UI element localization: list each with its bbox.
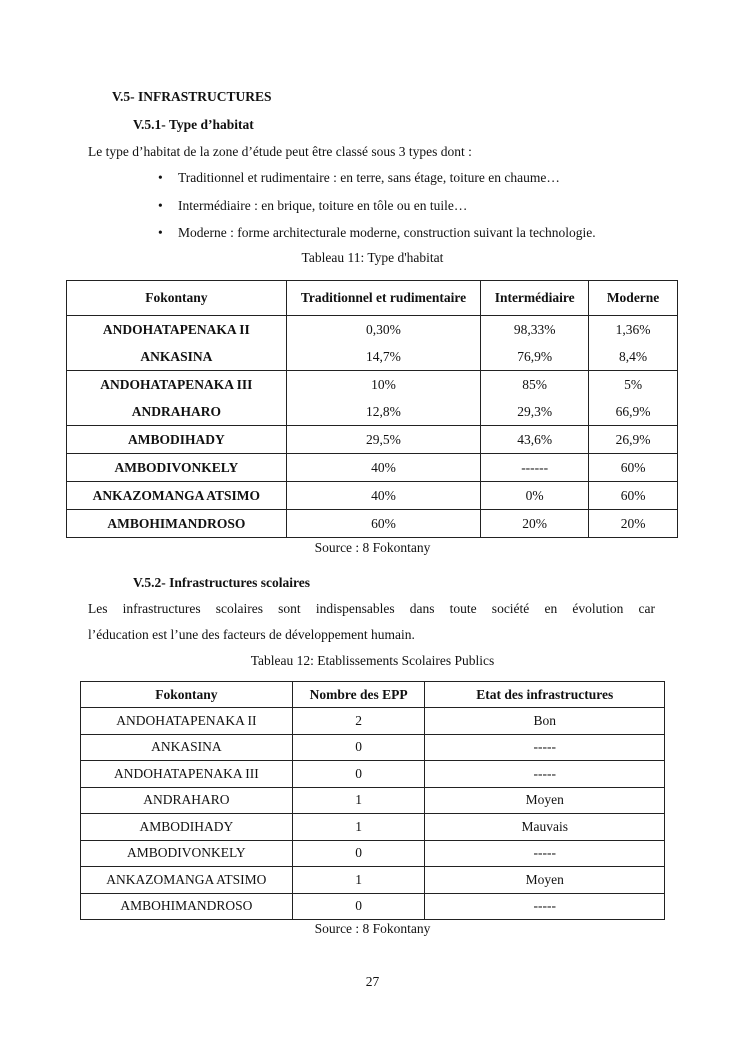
table-cell: 2 [292, 708, 425, 735]
table-row [67, 371, 678, 399]
table-cell: 0 [292, 761, 425, 788]
table-cell: ANDRAHARO [67, 398, 287, 426]
table-cell: Bon [425, 708, 665, 735]
schools-table [80, 681, 665, 920]
table-cell: Moyen [425, 867, 665, 894]
table-cell: 1 [292, 814, 425, 841]
table-row [81, 814, 665, 841]
habitat-table [66, 280, 678, 538]
section-title: V.5- INFRASTRUCTURES [112, 89, 272, 104]
table-row [81, 840, 665, 867]
table-cell: 26,9% [589, 426, 678, 454]
bullet-item: Intermédiaire : en brique, toiture en tôle ou en tuile… [178, 198, 468, 213]
page-number: 27 [365, 974, 380, 989]
table-row [67, 510, 678, 538]
table-caption: Tableau 12: Etablissements Scolaires Publics [250, 653, 495, 668]
column-header: Fokontany [81, 682, 293, 708]
table-cell: ANDRAHARO [81, 787, 293, 814]
table-cell: 40% [286, 482, 481, 510]
subsection-title-habitat: V.5.1- Type d’habitat [133, 117, 254, 132]
table-cell: ------ [481, 454, 589, 482]
table-row [67, 426, 678, 454]
table-cell: 5% [589, 371, 678, 399]
table-cell: ----- [425, 840, 665, 867]
column-header: Traditionnel et rudimentaire [286, 281, 481, 316]
table-cell: Moyen [425, 787, 665, 814]
table-cell: 40% [286, 454, 481, 482]
table-cell: 0 [292, 840, 425, 867]
table-row [67, 343, 678, 371]
table-cell: ----- [425, 734, 665, 761]
table-cell: 12,8% [286, 398, 481, 426]
table-cell: AMBODIVONKELY [67, 454, 287, 482]
table-cell: AMBOHIMANDROSO [67, 510, 287, 538]
table-cell: 29,5% [286, 426, 481, 454]
table-cell: ANKASINA [81, 734, 293, 761]
table-cell: 60% [286, 510, 481, 538]
table-row [81, 867, 665, 894]
table-cell: 60% [589, 454, 678, 482]
table-cell: 29,3% [481, 398, 589, 426]
table-row [67, 482, 678, 510]
table-header-row [81, 682, 665, 708]
table-row [81, 893, 665, 920]
table-header-row [67, 281, 678, 316]
subsection-title-scolaires: V.5.2- Infrastructures scolaires [133, 575, 310, 590]
table-source: Source : 8 Fokontany [314, 921, 431, 936]
paragraph-line: Les infrastructures scolaires sont indispensables dans toute société en évolution car [88, 601, 655, 616]
table-cell: 1,36% [589, 316, 678, 344]
table-cell: AMBODIHADY [67, 426, 287, 454]
table-cell: AMBODIHADY [81, 814, 293, 841]
column-header: Intermédiaire [481, 281, 589, 316]
table-cell: 98,33% [481, 316, 589, 344]
bullet-item: Traditionnel et rudimentaire : en terre, sans étage, toiture en chaume… [178, 170, 560, 185]
table-row [81, 761, 665, 788]
table-cell: ANDOHATAPENAKA III [81, 761, 293, 788]
table-row [81, 734, 665, 761]
column-header: Etat des infrastructures [425, 682, 665, 708]
table-cell: ANKASINA [67, 343, 287, 371]
bullet-icon: • [158, 170, 163, 185]
bullet-icon: • [158, 225, 163, 240]
table-cell: AMBOHIMANDROSO [81, 893, 293, 920]
bullet-item: Moderne : forme architecturale moderne, construction suivant la technologie. [178, 225, 596, 240]
table-cell: 8,4% [589, 343, 678, 371]
table-cell: AMBODIVONKELY [81, 840, 293, 867]
bullet-icon: • [158, 198, 163, 213]
paragraph-line: l’éducation est l’une des facteurs de développement humain. [88, 627, 415, 642]
table-cell: ANDOHATAPENAKA III [67, 371, 287, 399]
table-cell: 76,9% [481, 343, 589, 371]
table-cell: ANKAZOMANGA ATSIMO [81, 867, 293, 894]
table-row [81, 708, 665, 735]
table-cell: ----- [425, 761, 665, 788]
table-cell: 85% [481, 371, 589, 399]
table-row [67, 316, 678, 344]
table-cell: 60% [589, 482, 678, 510]
table-cell: ANDOHATAPENAKA II [67, 316, 287, 344]
table-cell: 0 [292, 893, 425, 920]
table-cell: ----- [425, 893, 665, 920]
intro-paragraph: Le type d’habitat de la zone d’étude peut être classé sous 3 types dont : [88, 144, 472, 159]
column-header: Moderne [589, 281, 678, 316]
table-cell: ANKAZOMANGA ATSIMO [67, 482, 287, 510]
table-cell: 10% [286, 371, 481, 399]
table-cell: 0% [481, 482, 589, 510]
table-cell: Mauvais [425, 814, 665, 841]
table-cell: ANDOHATAPENAKA II [81, 708, 293, 735]
table-cell: 1 [292, 867, 425, 894]
table-cell: 20% [589, 510, 678, 538]
table-row [67, 398, 678, 426]
table-source: Source : 8 Fokontany [314, 540, 431, 555]
table-cell: 43,6% [481, 426, 589, 454]
table-cell: 14,7% [286, 343, 481, 371]
table-row [67, 454, 678, 482]
table-caption: Tableau 11: Type d'habitat [301, 250, 444, 265]
table-cell: 66,9% [589, 398, 678, 426]
table-cell: 1 [292, 787, 425, 814]
table-cell: 20% [481, 510, 589, 538]
table-row [81, 787, 665, 814]
column-header: Nombre des EPP [292, 682, 425, 708]
column-header: Fokontany [67, 281, 287, 316]
table-cell: 0 [292, 734, 425, 761]
table-cell: 0,30% [286, 316, 481, 344]
